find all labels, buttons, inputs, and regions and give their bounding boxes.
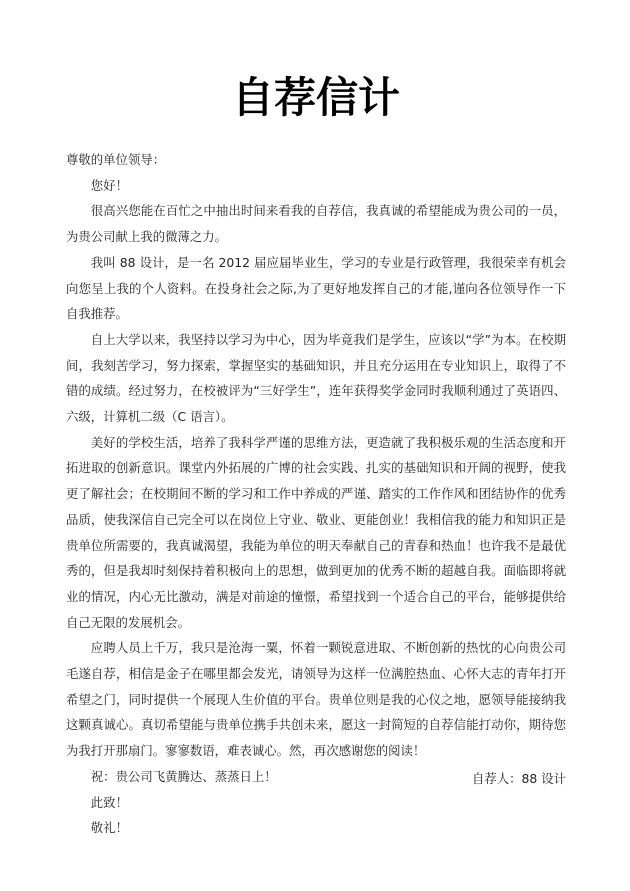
paragraph-self-introduction: 我叫 88 设计，是一名 2012 届应届毕业生，学习的专业是行政管理，我很荣幸有机会向您呈上我的个人资料。在投身社会之际,为了更好地发挥自己的才能,谨向各位领导作一下自我推荐。	[66, 254, 566, 322]
wish-line: 祝：贵公司飞黄腾达、蒸蒸日上！	[90, 768, 277, 784]
closing-salute: 敬礼！	[90, 820, 128, 836]
paragraph-intro: 很高兴您能在百忙之中抽出时间来看我的自荐信，我真诚的希望能成为贵公司的一员，为贵公司献上我的微薄之力。	[66, 203, 566, 245]
salutation: 尊敬的单位领导：	[66, 152, 166, 167]
document-title: 自荐信计	[231, 73, 400, 122]
paragraph-school-life: 美好的学校生活，培养了我科学严谨的思维方法，更造就了我积极乐观的生活态度和开拓进取的创新意识。课堂内外拓展的广博的社会实践、扎实的基础知识和开阔的视野，使我更了解社会；在校期间不断的学习和工作中养成的严谨、踏实的工作作风和团结协作的优秀品质，使我深信自己完全可以在岗位上守业、敬业、更能创业！我相信我的能力和知识正是贵单位所需要的，我真诚渴望，我能为单位的明天奉献自己的青春和热血！也许我不是最优秀的，但是我却时刻保持着积极向上的思想，做到更加的优秀不断的超越自我。面临即将就业的情况，内心无比激动，满是对前途的憧憬，希望找到一个适合自己的平台，能够提供给自己无限的发展机会。	[66, 434, 566, 630]
paragraph-study: 自上大学以来，我坚持以学习为中心，因为毕竟我们是学生，应该以“学”为本。在校期间，我刻苦学习，努力探索，掌握坚实的基础知识，并且充分运用在专业知识上，取得了不错的成绩。经过努力，在校被评为“三好学生”，连年获得奖学金同时我顺利通过了英语四、六级，计算机二级（C 语言）。	[66, 331, 566, 425]
greeting: 您好！	[90, 177, 128, 193]
paragraph-application: 应聘人员上千万，我只是沧海一粟，怀着一颗锐意进取、不断创新的热忱的心向贵公司毛遂自荐，相信是金子在哪里都会发光，请领导为这样一位满腔热血、心怀大志的青年打开希望之门，同时提供一个展现人生价值的平台。贵单位则是我的心仪之地，愿领导能接纳我这颗真诚心。真切希望能与贵单位携手共创未来，愿这一封简短的自荐信能打动你，期待您为我打开那扇门。寥寥数语，难表诚心。然，再次感谢您的阅读！	[66, 640, 566, 759]
closing-regards: 此致！	[90, 794, 128, 810]
letter-body	[66, 147, 566, 841]
signature: 自荐人：88 设计	[471, 771, 566, 786]
